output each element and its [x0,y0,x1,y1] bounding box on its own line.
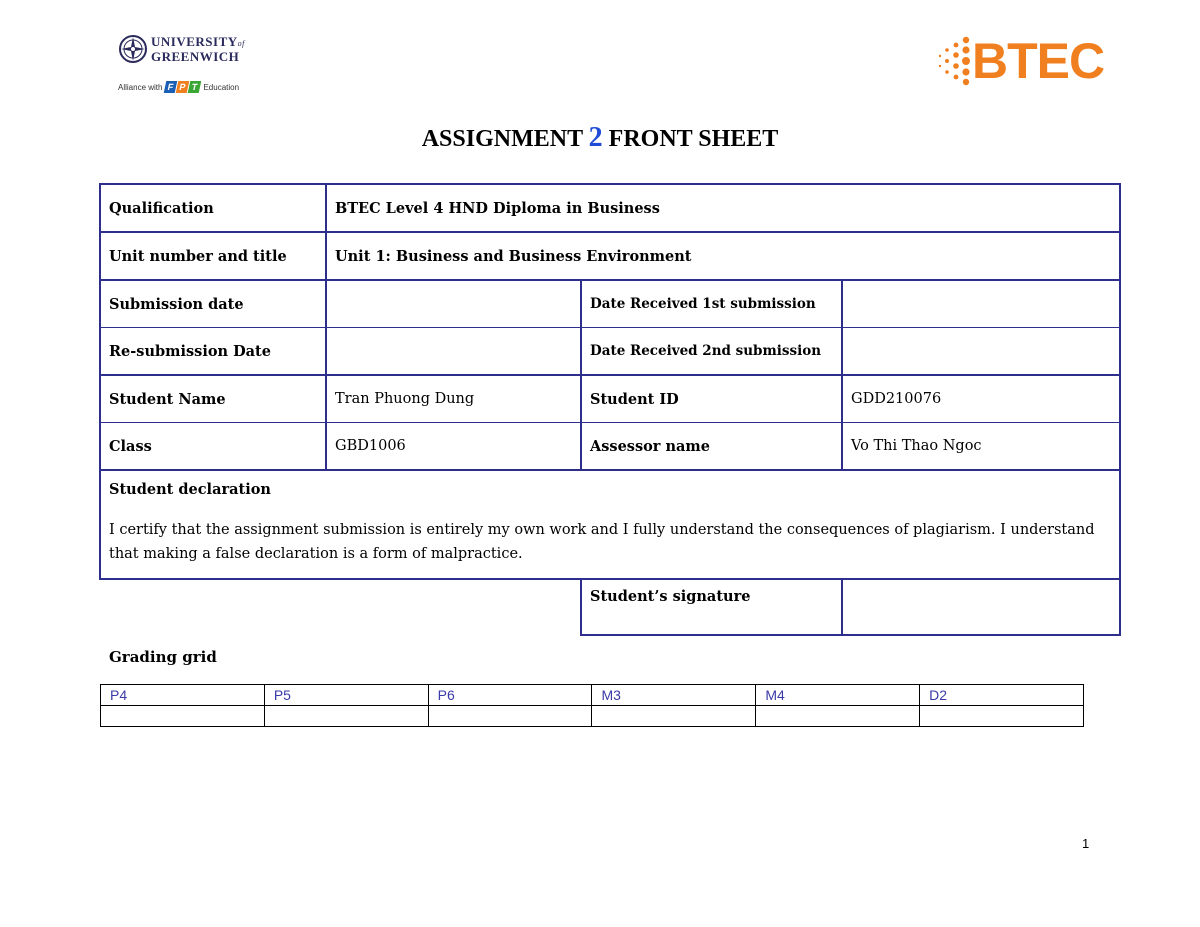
table-row [100,470,1120,579]
qualification-label: Qualification [100,184,326,232]
declaration-heading: Student declaration [109,481,271,498]
blank-cell [100,579,581,635]
grade-cell[interactable] [264,706,428,727]
grading-grid-table [100,684,1084,727]
grade-cell[interactable] [101,706,265,727]
table-row [100,423,1120,471]
submission-date-field[interactable] [326,280,581,328]
grade-criterion: P5 [264,685,428,706]
alliance-line [118,79,239,95]
declaration-text: I certify that the assignment submission is entirely my own work and I fully understand the consequences of plagiarism. I understand that making a false declaration is a form of malpractice. [109,522,1095,562]
student-name-value[interactable]: Tran Phuong Dung [326,375,581,423]
grade-cell[interactable] [756,706,920,727]
student-declaration [100,470,1120,579]
university-name: UNIVERSITYof GREENWICH [151,34,245,64]
table-row [100,328,1120,376]
grade-criterion: P6 [428,685,592,706]
signature-field[interactable] [842,579,1120,635]
student-name-label: Student Name [100,375,326,423]
page-number: 1 [1082,836,1090,851]
assessor-label: Assessor name [581,423,842,471]
grading-value-row [101,706,1084,727]
front-sheet-table [99,183,1121,636]
alliance-prefix: Alliance with [118,82,163,92]
table-row [100,579,1120,635]
student-id-value[interactable]: GDD210076 [842,375,1120,423]
university-logo [118,32,248,94]
table-row [100,280,1120,328]
grading-header-row [101,685,1084,706]
resubmission-date-label: Re-submission Date [100,328,326,376]
table-row [100,375,1120,423]
date-received-1-field[interactable] [842,280,1120,328]
date-received-1-label: Date Received 1st submission [581,280,842,328]
date-received-2-field[interactable] [842,328,1120,376]
qualification-value: BTEC Level 4 HND Diploma in Business [326,184,1120,232]
assessor-value[interactable]: Vo Thi Thao Ngoc [842,423,1120,471]
table-row [100,232,1120,280]
fpt-logo: F P T [165,81,200,93]
grading-grid-title: Grading grid [109,648,217,666]
grade-criterion: M4 [756,685,920,706]
submission-date-label: Submission date [100,280,326,328]
table-row [100,184,1120,232]
btec-logo [936,34,1122,92]
university-crest-icon [118,34,148,64]
btec-wordmark: BTEC [972,33,1105,89]
grade-criterion: M3 [592,685,756,706]
grade-criterion: D2 [920,685,1084,706]
date-received-2-label: Date Received 2nd submission [581,328,842,376]
grade-cell[interactable] [428,706,592,727]
unit-value: Unit 1: Business and Business Environment [326,232,1120,280]
grade-criterion: P4 [101,685,265,706]
resubmission-date-field[interactable] [326,328,581,376]
class-label: Class [100,423,326,471]
alliance-suffix: Education [203,82,240,92]
grade-cell[interactable] [592,706,756,727]
signature-label: Student’s signature [581,579,842,635]
btec-dots-icon [936,34,976,90]
student-id-label: Student ID [581,375,842,423]
grade-cell[interactable] [920,706,1084,727]
unit-label: Unit number and title [100,232,326,280]
class-value[interactable]: GBD1006 [326,423,581,471]
assignment-number: 2 [588,122,603,153]
page-title: ASSIGNMENT 2 FRONT SHEET [421,122,779,153]
